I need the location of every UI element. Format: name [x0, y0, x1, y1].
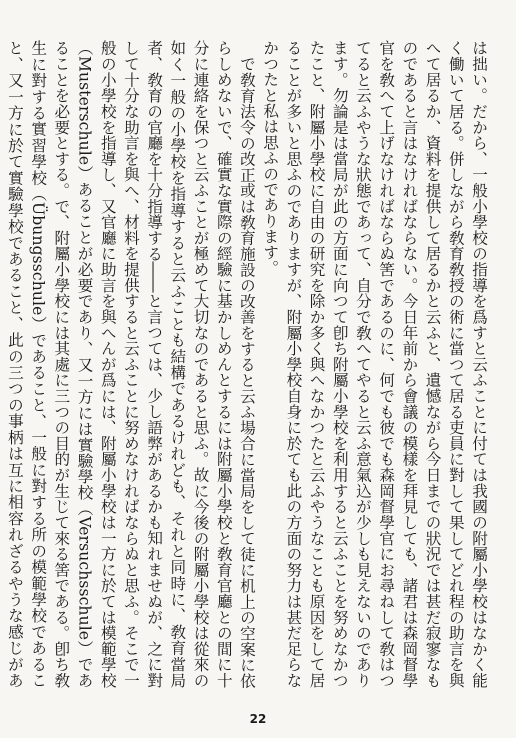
page-number: 22 — [249, 712, 267, 726]
paragraph-1: は拙い。だから、一般小學校の指導を爲すと云ふことに付ては我國の附屬小學校はなかく能く働いて居る。併しながら敎育敎授の術に當つて居る吏員に對して果してどれ程の助言を與へて居るか、資料を提供して居るかと云ふと、遺憾ながら今日までの狀況では甚だ寂寥なものであると言はなければならない。今日年前から會議の模樣を拜見しても、諸君は森岡督學官を敎へて上げなければならぬ筈であるのに、何でも彼でも森岡督學官にお尋ねして敎はつてると云ふやうな狀態であって、自分で敎へてやると云ふ意氣込が少しも見えないのであります。勿論是は當局が此の方面に向つて卽ち附屬小學校を利用すると云ふことを努めなかつたこと、附屬小學校に自由の研究を除か多く與へなかつたと云ふやうなことも原因をして居ることが多いと思ふのでありますが、附屬小學校自身に於ても此の方面の努力は甚だ足らなかつたと私は思ふのであります。 — [261, 40, 488, 688]
paragraph-2: で敎育法令の改正或は敎育施設の改善をすると云ふ場合に當局をして徒に机上の空案に依らしめないで、確實な實際の經驗に基かしめんとするには附屬小學校と敎育官廳との間に十分に連絡を保つと云ふことが極めて大切なのであると思ふ。故に今後の附屬小學校は從來の如く一般の小學校を指導すると云ふことも結構であるけれども、それと同時に、敎育當局者、敎育の官廳を十分指導する――と言つては、少し語弊があるかも知れませぬが、之に對して十分な助言を與へ、材料を提供すると云ふことに努めなければならぬと思ふ。そこで一般の小學校を指導し、又官廳に助言を與へんが爲には、附屬小學校は一方に於ては模範學校（Musterschule）あることが必要であり、又一方には實驗學校（Versuchsschule）であることを必要とする。で、附屬小學校には其處に三つの目的が生じて來る筈である。卽ち敎生に對する實習學校（Übungsschule）であること、一般に對する所の模範學校であること、又一方に於て實驗學校であること、此の三つの事柄は互に相容れざるやうな感じがあ — [5, 40, 256, 688]
body-text — [5, 40, 490, 688]
